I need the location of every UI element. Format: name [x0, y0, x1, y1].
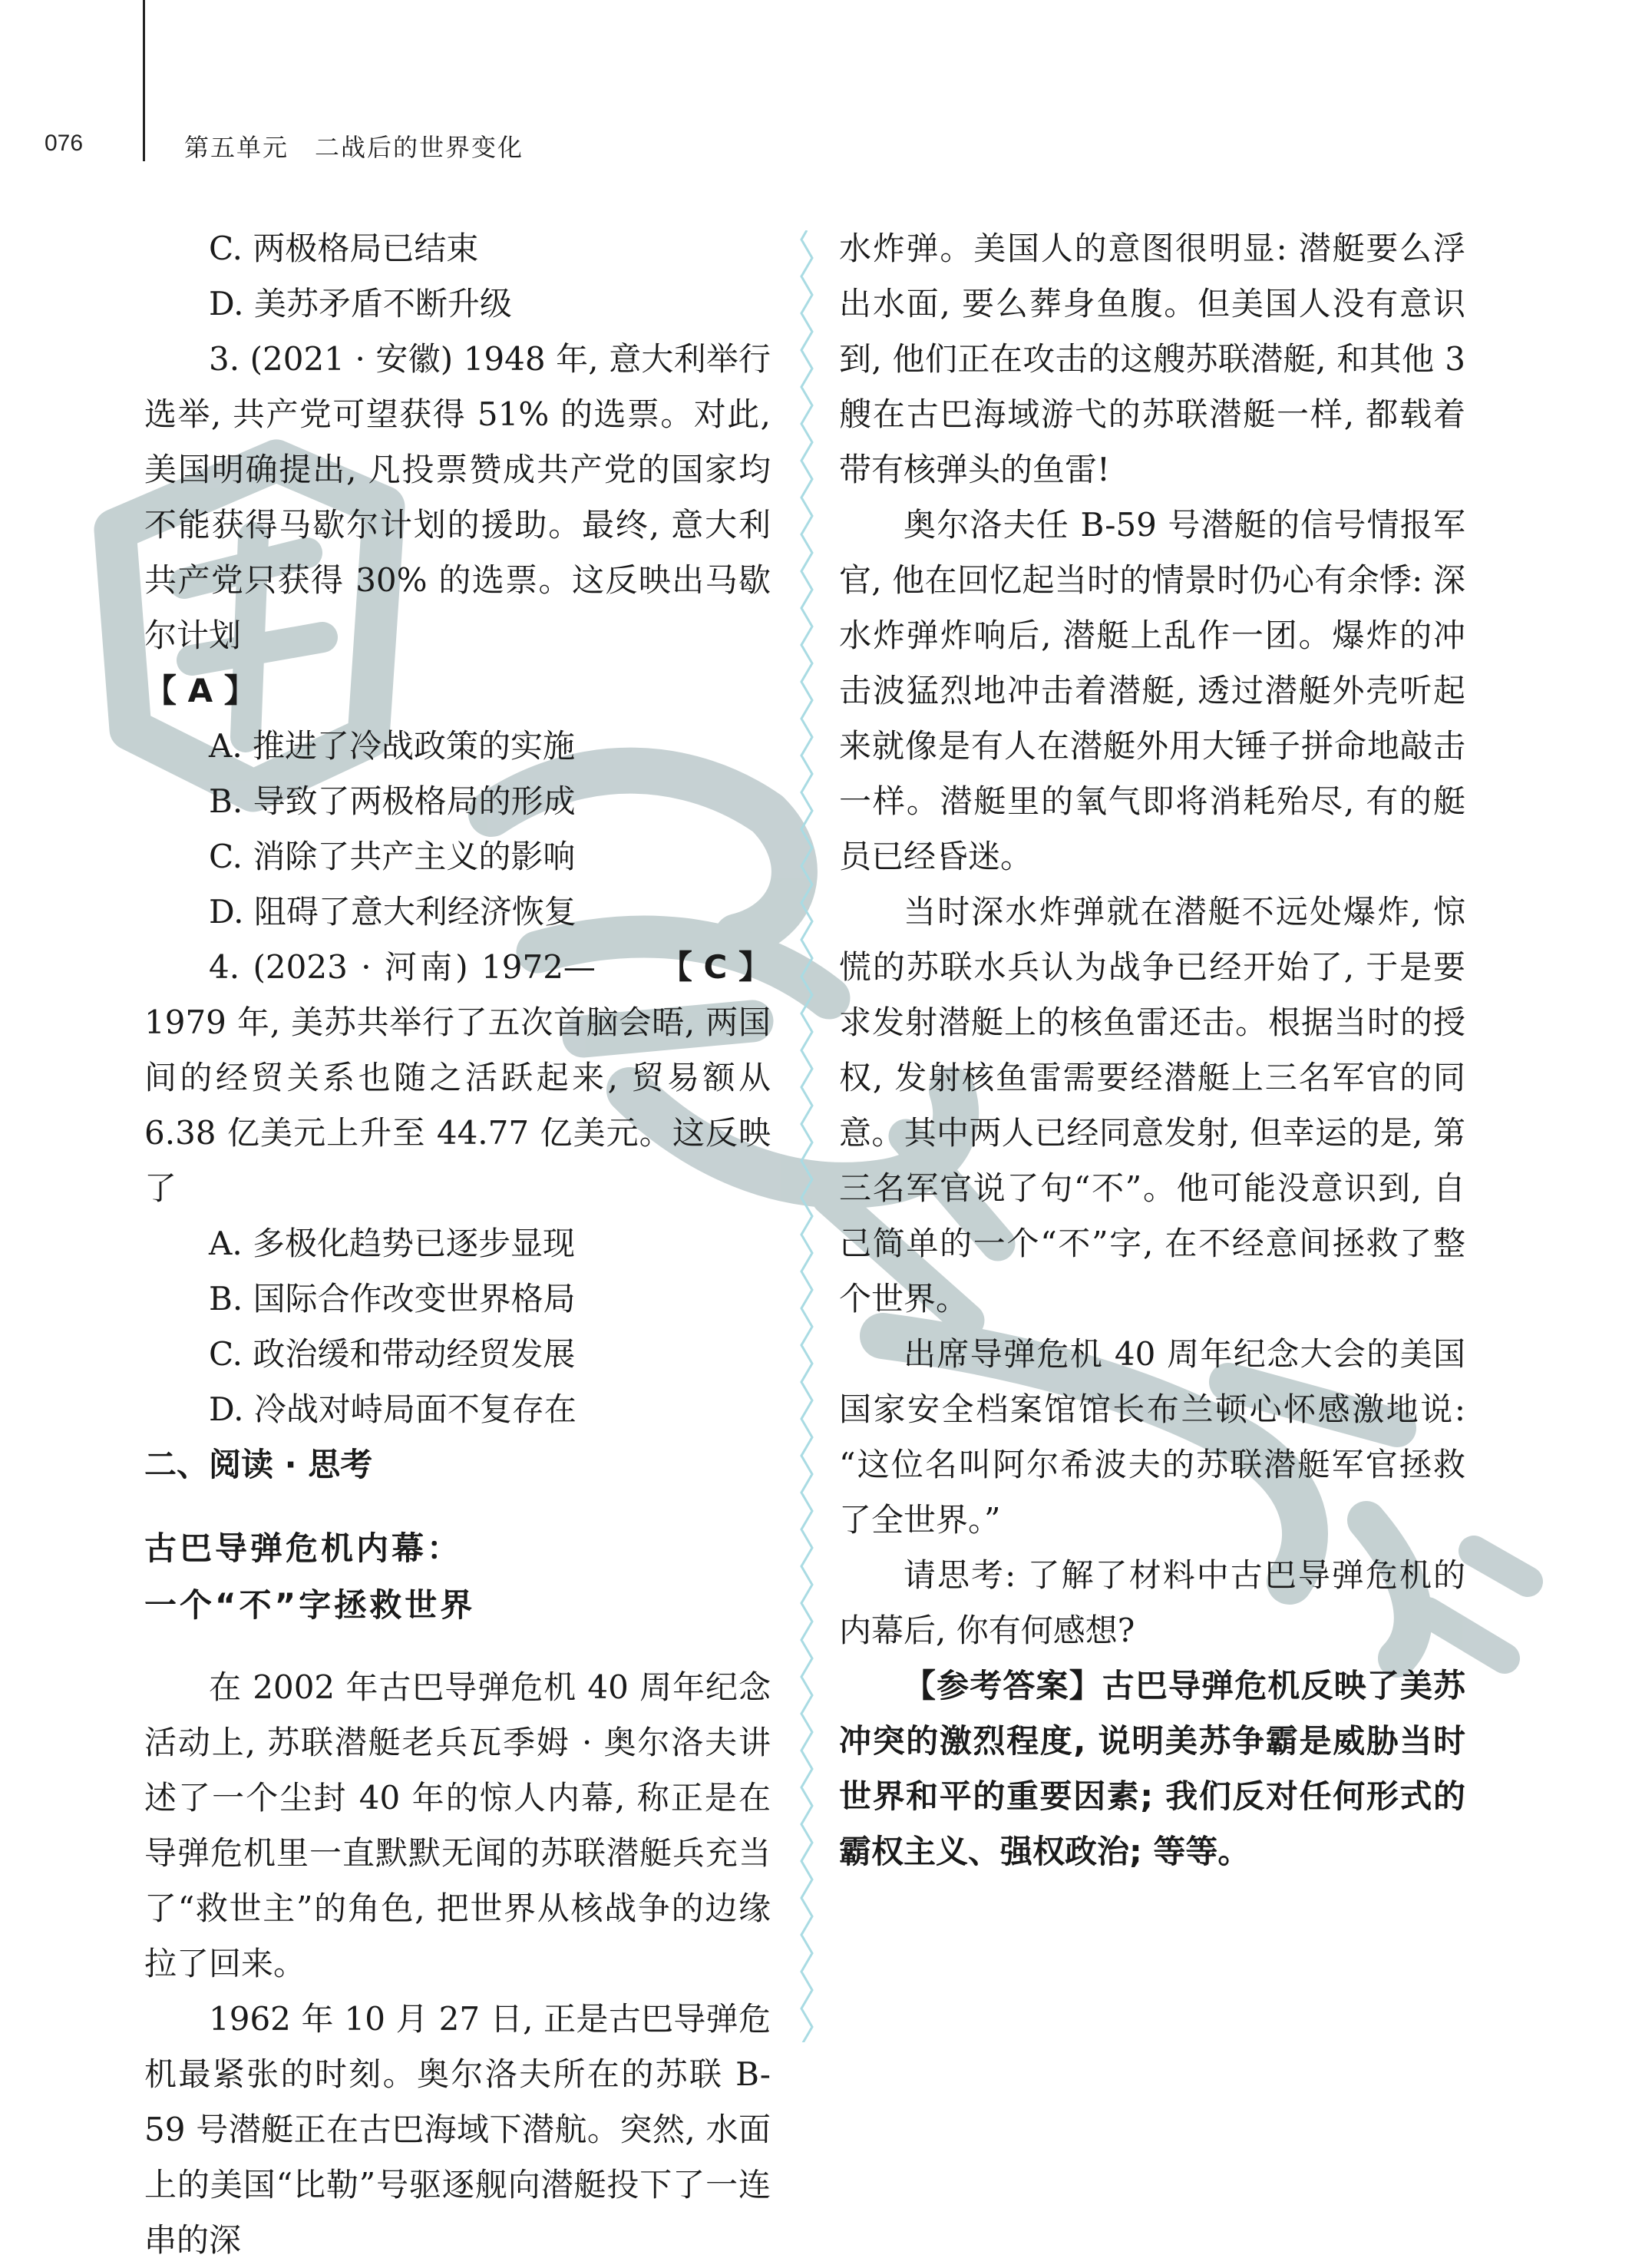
article-paragraph: 在 2002 年古巴导弹危机 40 周年纪念活动上, 苏联潜艇老兵瓦季姆 · 奥尔洛夫讲述了一个尘封 40 年的惊人内幕, 称正是在导弹危机里一直默默无闻的苏联潜艇兵充当了“救世主”的角色, 把世界从核战争的边缘拉了回来。: [144, 1668, 771, 1982]
question-4-stem-text: 4. (2023 · 河南) 1972—1979 年, 美苏共举行了五次首脑会晤, 两国间的经贸关系也随之活跃起来, 贸易额从 6.38 亿美元上升至 44.77 亿美元。这反映了: [144, 948, 771, 1207]
option-a-q4: A. 多极化趋势已逐步显现: [209, 1225, 576, 1262]
page-number: 076: [45, 131, 84, 156]
option-d-q4: D. 冷战对峙局面不复存在: [209, 1390, 576, 1428]
section-heading: 二、阅读 · 思考: [144, 1446, 373, 1483]
reference-answer: 【参考答案】古巴导弹危机反映了美苏冲突的激烈程度, 说明美苏争霸是威胁当时世界和平的重要因素; 我们反对任何形式的霸权主义、强权政治; 等等。: [839, 1667, 1465, 1870]
article-paragraph: 奥尔洛夫任 B-59 号潜艇的信号情报军官, 他在回忆起当时的情景时仍心有余悸: 深水炸弹炸响后, 潜艇上乱作一团。爆炸的冲击波猛烈地冲击着潜艇, 透过潜艇外壳听起来就像是有人在潜艇外用大锤子拼命地敲击一样。潜艇里的氧气即将消耗殆尽, 有的艇员已经昏迷。: [839, 506, 1465, 875]
question-3-stem: 3. (2021 · 安徽) 1948 年, 意大利举行选举, 共产党可望获得 51% 的选票。对此, 美国明确提出, 凡投票赞成共产党的国家均不能获得马歇尔计划的援助。最终, 意大利共产党只获得 30% 的选票。这反映出马歇尔计划: [144, 340, 771, 654]
option-a-q3: A. 推进了冷战政策的实施: [209, 727, 576, 765]
header-rule: [143, 0, 145, 161]
think-prompt: 请思考: 了解了材料中古巴导弹危机的内幕后, 你有何感想?: [839, 1556, 1465, 1649]
left-column: [144, 221, 771, 2268]
article-paragraph: 当时深水炸弹就在潜艇不远处爆炸, 惊慌的苏联水兵认为战争已经开始了, 于是要求发射潜艇上的核鱼雷还击。根据当时的授权, 发射核鱼雷需要经潜艇上三名军官的同意。其中两人已经同意发射, 但幸运的是, 第三名军官说了句“不”。他可能没意识到, 自己简单的一个“不”字, 在不经意间拯救了整个世界。: [839, 893, 1465, 1317]
option-c-q3: C. 消除了共产主义的影响: [209, 838, 576, 875]
option-c-q2: C. 两极格局已结束: [209, 230, 479, 267]
article-paragraph: 1962 年 10 月 27 日, 正是古巴导弹危机最紧张的时刻。奥尔洛夫所在的苏联 B-59 号潜艇正在古巴海域下潜航。突然, 水面上的美国“比勒”号驱逐舰向潜艇投下了一连串的深: [144, 2000, 771, 2259]
right-column: [839, 221, 1465, 1880]
article-title-line2: 一个“不”字拯救世界: [144, 1586, 476, 1624]
article-paragraph-continued: 水炸弹。美国人的意图很明显: 潜艇要么浮出水面, 要么葬身鱼腹。但美国人没有意识到, 他们正在攻击的这艘苏联潜艇, 和其他 3 艘在古巴海域游弋的苏联潜艇一样, 都载着带有核弹头的鱼雷!: [839, 230, 1465, 488]
question-4-answer: 【 C 】: [659, 948, 771, 986]
option-d-q3: D. 阻碍了意大利经济恢复: [209, 893, 576, 931]
article-title-line1: 古巴导弹危机内幕：: [144, 1529, 463, 1567]
option-c-q4: C. 政治缓和带动经贸发展: [209, 1335, 576, 1373]
option-d-q2: D. 美苏矛盾不断升级: [209, 285, 512, 322]
option-b-q3: B. 导致了两极格局的形成: [209, 782, 576, 820]
option-b-q4: B. 国际合作改变世界格局: [209, 1280, 576, 1317]
question-3-answer: 【 A 】: [144, 672, 256, 709]
unit-title: 第五单元 二战后的世界变化: [184, 133, 524, 162]
column-divider: [795, 230, 818, 2042]
article-paragraph: 出席导弹危机 40 周年纪念大会的美国国家安全档案馆馆长布兰顿心怀感激地说: “这位名叫阿尔希波夫的苏联潜艇军官拯救了全世界。”: [839, 1335, 1465, 1539]
question-4-stem: [144, 940, 771, 1216]
